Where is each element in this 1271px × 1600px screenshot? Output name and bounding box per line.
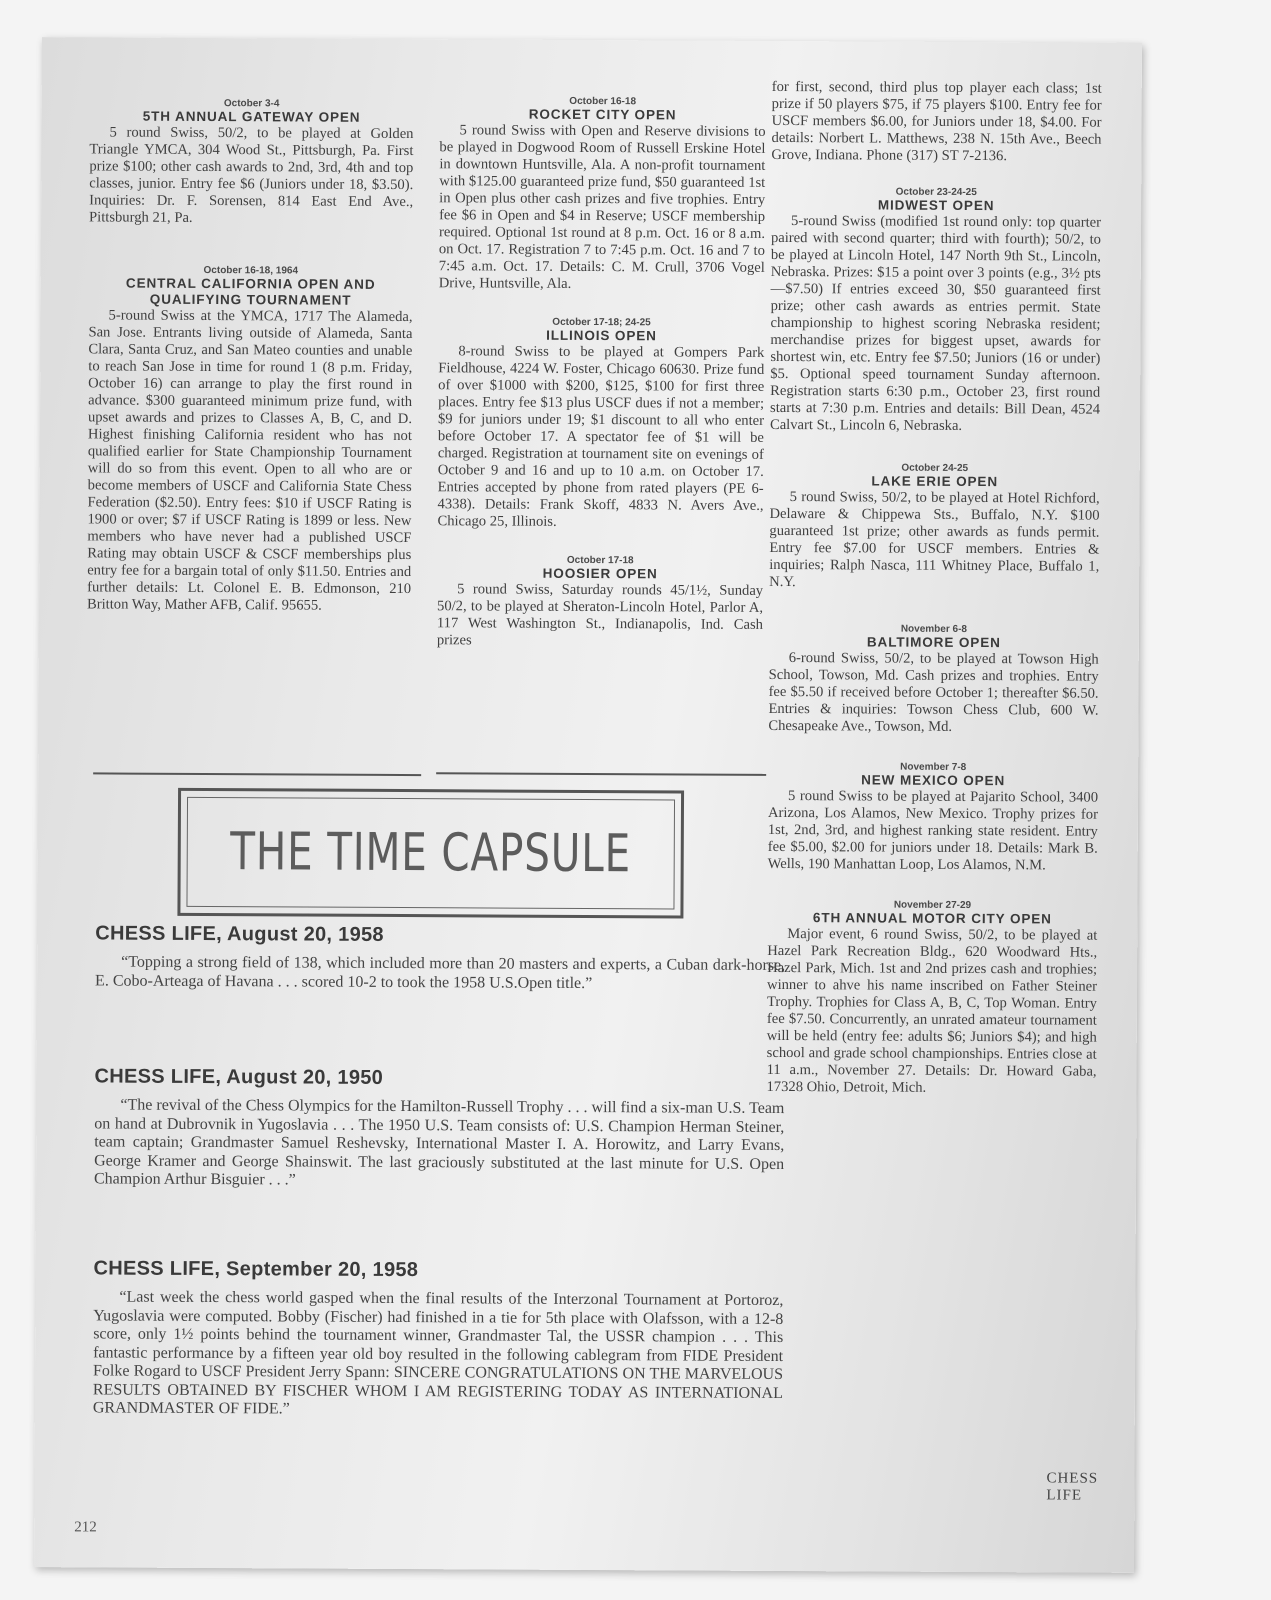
tournament-details: 5 round Swiss, 50/2, to be played at Hotel Richford, Delaware & Chippewa Sts., Buffalo, N.Y. $100 guaranteed 1st prize; other awards as funds permit. Entry fee $7.00 for USCF members. Entries & inquiries; Ralph Nasca, 111 Whitney Place, Buffalo 1, N.Y. <box>769 489 1100 591</box>
tournament-title: CENTRAL CALIFORNIA OPEN AND QUALIFYING TOURNAMENT <box>125 275 376 308</box>
tournament-details: 5-round Swiss at the YMCA, 1717 The Alameda, San Jose. Entrants living outside of Alameda, Santa Clara, Santa Cruz, and San Mateo counties and unable to reach San Jose in time for round 1 (8 p.m. Friday, October 16) can arrange to play the first round in advance. $300 guaranteed minimum prize fund, with upset awards and prizes to Classes A, B, C, and D. Highest finishing California resident who has not qualified earlier for State Championship Tournament will do so from this event. Open to all who are or become members of USCF and California State Chess Federation ($2.50). Entry fees: $10 if USCF Rating is 1900 or over; $7 if USCF Rating is 1899 or less. New members who have never had a published USCF Rating may obtain USCF & CSCF memberships plus entry fee for a bargain total of only $11.50. Entries and further details: Lt. Colonel E. B. Edmonson, 210 Britton Way, Mather AFB, Calif. 95655. <box>87 307 413 614</box>
tournament-details: for first, second, third plus top player each class; 1st prize if 50 players $75, if 75 players $100. Entry fee for USCF members $6.00, for Juniors under 18, $4.00. For details: Norbert L. Matthews, 238 N. 15th Ave., Beech Grove, Indiana. Phone (317) ST 7-2136. <box>771 78 1102 165</box>
tournament-date: October 17-18 <box>566 554 634 567</box>
time-capsule-quote: “Last week the chess world gasped when the final results of the Interzonal Tournament at Portoroz, Yugoslavia were computed. Bobby (Fischer) had finished in a tie for 5th place with Olafsson, with a 12-8 score, only 1½ points behind the tournament winner, Grandmaster Tal, the USSR champion . . . This fantastic performance by a fifteen year old boy resulted in the following cablegram from FIDE President Folke Rogard to USCF President Jerry Spann: SINCERE CONGRATULATIONS ON THE MARVELOUS RESULTS OBTAINED BY FISCHER WHOM I AM REGISTERING TODAY AS INTERNATIONAL GRANDMASTER OF FIDE.” <box>92 1288 784 1418</box>
tournament-listing <box>89 97 414 228</box>
tournament-listing <box>437 554 763 651</box>
time-capsule-quote: “Topping a strong field of 138, which included more than 20 masters and experts, a Cuban dark-horse, E. Cobo-Arteaga of Havana . . . scored 10-2 to took the 1958 U.S.Open title.” <box>95 953 786 992</box>
time-capsule-title: THE TIME CAPSULE <box>230 822 632 885</box>
tournament-title: LAKE ERIE OPEN <box>871 473 999 490</box>
column-right <box>766 79 1101 1124</box>
page-number: 212 <box>74 1519 97 1536</box>
tournament-date: October 24-25 <box>901 462 969 474</box>
time-capsule-banner-inner <box>186 797 675 910</box>
tournament-date: November 27-29 <box>893 899 972 912</box>
tournament-date: October 16-18 <box>569 95 637 108</box>
tournament-title: NEW MEXICO OPEN <box>861 772 1006 789</box>
tournament-title: MIDWEST OPEN <box>877 197 995 214</box>
tournament-listing <box>770 186 1101 436</box>
time-capsule-quote: “The revival of the Chess Olympics for the Hamilton-Russell Trophy . . . will find a six-man U.S. Team on hand at Dubrovnik in Yugoslavia . . . The 1950 U.S. Team consists of: U.S. Champion Herman Steiner, team captain; Grandmaster Samuel Reshevsky, International Master I. A. Horowitz, and Larry Evans, George Kramer and George Shainswit. The last graciously substituted at the last minute for U.S. Open Champion Arthur Bisguier . . .” <box>93 1096 785 1189</box>
tournament-listing <box>766 899 1097 1098</box>
tournament-listing <box>771 79 1101 166</box>
tournament-title: ILLINOIS OPEN <box>546 327 657 344</box>
tournament-listing <box>768 761 1099 875</box>
time-capsule-heading: CHESS LIFE, August 20, 1958 <box>95 922 384 946</box>
tournament-title: 5TH ANNUAL GATEWAY OPEN <box>142 108 361 125</box>
tournament-details: 5 round Swiss with Open and Reserve divisions to be played in Dogwood Room of Russell Erskine Hotel in downtown Huntsville, Ala. A non-profit tournament with $125.00 guaranteed prize fund, $50 guaranteed 1st in Open plus other cash prizes and five trophies. Entry fee $6 in Open and $4 in Reserve; USCF membership required. Optional 1st round at 8 p.m. Oct. 16 or 8 a.m. on Oct. 17. Registration 7 to 7:45 p.m. Oct. 16 and 7 to 7:45 a.m. Oct. 17. Details: C. M. Crull, 3706 Vogel Drive, Huntsville, Ala. <box>438 122 766 292</box>
tournament-date: October 16-18, 1964 <box>203 264 299 277</box>
tournament-details: 5 round Swiss to be played at Pajarito School, 3400 Arizona, Los Alamos, New Mexico. Trophy prizes for 1st, 2nd, 3rd, and highest ranking state resident. Entry fee $5.00, $2.00 for juniors under 18. Details: Mark B. Wells, 190 Manhattan Loop, Los Alamos, N.M. <box>767 788 1099 874</box>
column-middle <box>437 95 766 677</box>
tournament-listing <box>769 462 1100 593</box>
time-capsule-banner <box>177 788 684 919</box>
tournament-date: November 7-8 <box>900 761 967 773</box>
tournament-details: Major event, 6 round Swiss, 50/2, to be played at Hazel Park Recreation Bldg., 620 Woodward Hts., Hazel Park, Mich. 1st and 2nd prizes cash and trophies; winner to ahve his name inscribed on Father Steiner Trophy. Trophies for Class A, B, C, Top Woman. Entry fee $7.50. Concurrently, an unrated amateur tournament will be held (entry fee: adults $6; Juniors $4); and high school and grade school championships. Entries close at 11 a.m., November 27. Details: Dr. Howard Gaba, 17328 Ohio, Detroit, Mich. <box>766 926 1098 1096</box>
tournament-title: BALTIMORE OPEN <box>866 634 1001 651</box>
tournament-date: October 17-18; 24-25 <box>552 316 651 329</box>
magazine-footer: CHESS LIFE <box>1046 1470 1099 1504</box>
time-capsule-item <box>95 922 785 994</box>
tournament-listing <box>87 264 413 615</box>
time-capsule-item <box>93 1257 784 1421</box>
tournament-listing <box>437 316 764 532</box>
column-left <box>87 97 414 641</box>
tournament-details: 5 round Swiss, Saturday rounds 45/1½, Sunday 50/2, to be played at Sheraton-Lincoln Hotel, Parlor A, 117 West Washington St., Indianapolis, Ind. Cash prizes <box>436 581 764 649</box>
tournament-details: 8-round Swiss to be played at Gompers Park Fieldhouse, 4224 W. Foster, Chicago 60630. Prize fund of over $1000 with $200, $125, $100 for first three places. Entry fee $13 plus USCF dues if not a member; $9 for juniors under 19; $1 discount to all who enter before October 17. A spectator fee of $1 will be charged. Registration at tournament site on evenings of October 9 and 16 and up to 10 a.m. on October 17. Entries accepted by phone from rated players (PE 6-4338). Details: Frank Skoff, 4833 N. Avers Ave., Chicago 25, Illinois. <box>437 343 765 530</box>
magazine-page <box>34 37 1142 1573</box>
tournament-details: 5 round Swiss, 50/2, to be played at Golden Triangle YMCA, 304 Wood St., Pittsburgh, Pa. First prize $100; other cash awards to 2nd, 3rd, 4th and top classes, junior. Entry fee $6 (Juniors under 18, $3.50). Inquiries: Dr. F. Sorensen, 814 East End Ave., Pittsburgh 21, Pa. <box>89 124 414 226</box>
section-divider <box>436 772 766 776</box>
tournament-title: 6TH ANNUAL MOTOR CITY OPEN <box>812 910 1052 927</box>
tournament-details: 6-round Swiss, 50/2, to be played at Towson High School, Towson, Md. Cash prizes and trophies. Entry fee $5.50 if received before October 1; thereafter $6.50. Entries & inquiries: Towson Chess Club, 600 W. Chesapeake Ave., Towson, Md. <box>768 650 1099 735</box>
tournament-listing <box>439 95 766 294</box>
time-capsule-heading: CHESS LIFE, August 20, 1950 <box>94 1065 384 1089</box>
tournament-date: October 3-4 <box>223 98 280 110</box>
tournament-details: 5-round Swiss (modified 1st round only: top quarter paired with second quarter; third with fourth); 50/2, to be played at Lincoln Hotel, 147 North 9th St., Lincoln, Nebraska. Prizes: $15 a point over 3 points (e.g., 3½ pts—$7.50) If entries exceed 30, $50 guaranteed first prize; other cash awards as entries permit. State championship to highest scoring Nebraska resident; merchandise prizes for biggest upset, awards for shortest win, etc. Entry fee $7.50; Juniors (16 or under) $5. Optional speed tournament Sunday afternoon. Registration starts 6:30 p.m., October 23, first round starts at 7:30 p.m. Entries and details: Bill Dean, 4524 Calvart St., Lincoln 6, Nebraska. <box>769 213 1102 434</box>
tournament-date: October 23-24-25 <box>895 186 977 199</box>
tournament-listing <box>768 623 1099 737</box>
tournament-title: ROCKET CITY OPEN <box>528 106 677 123</box>
tournament-date: November 6-8 <box>900 623 968 635</box>
time-capsule-heading: CHESS LIFE, September 20, 1958 <box>93 1257 419 1282</box>
section-divider <box>93 772 421 776</box>
time-capsule-item <box>94 1065 785 1192</box>
tournament-title: HOOSIER OPEN <box>542 565 658 582</box>
